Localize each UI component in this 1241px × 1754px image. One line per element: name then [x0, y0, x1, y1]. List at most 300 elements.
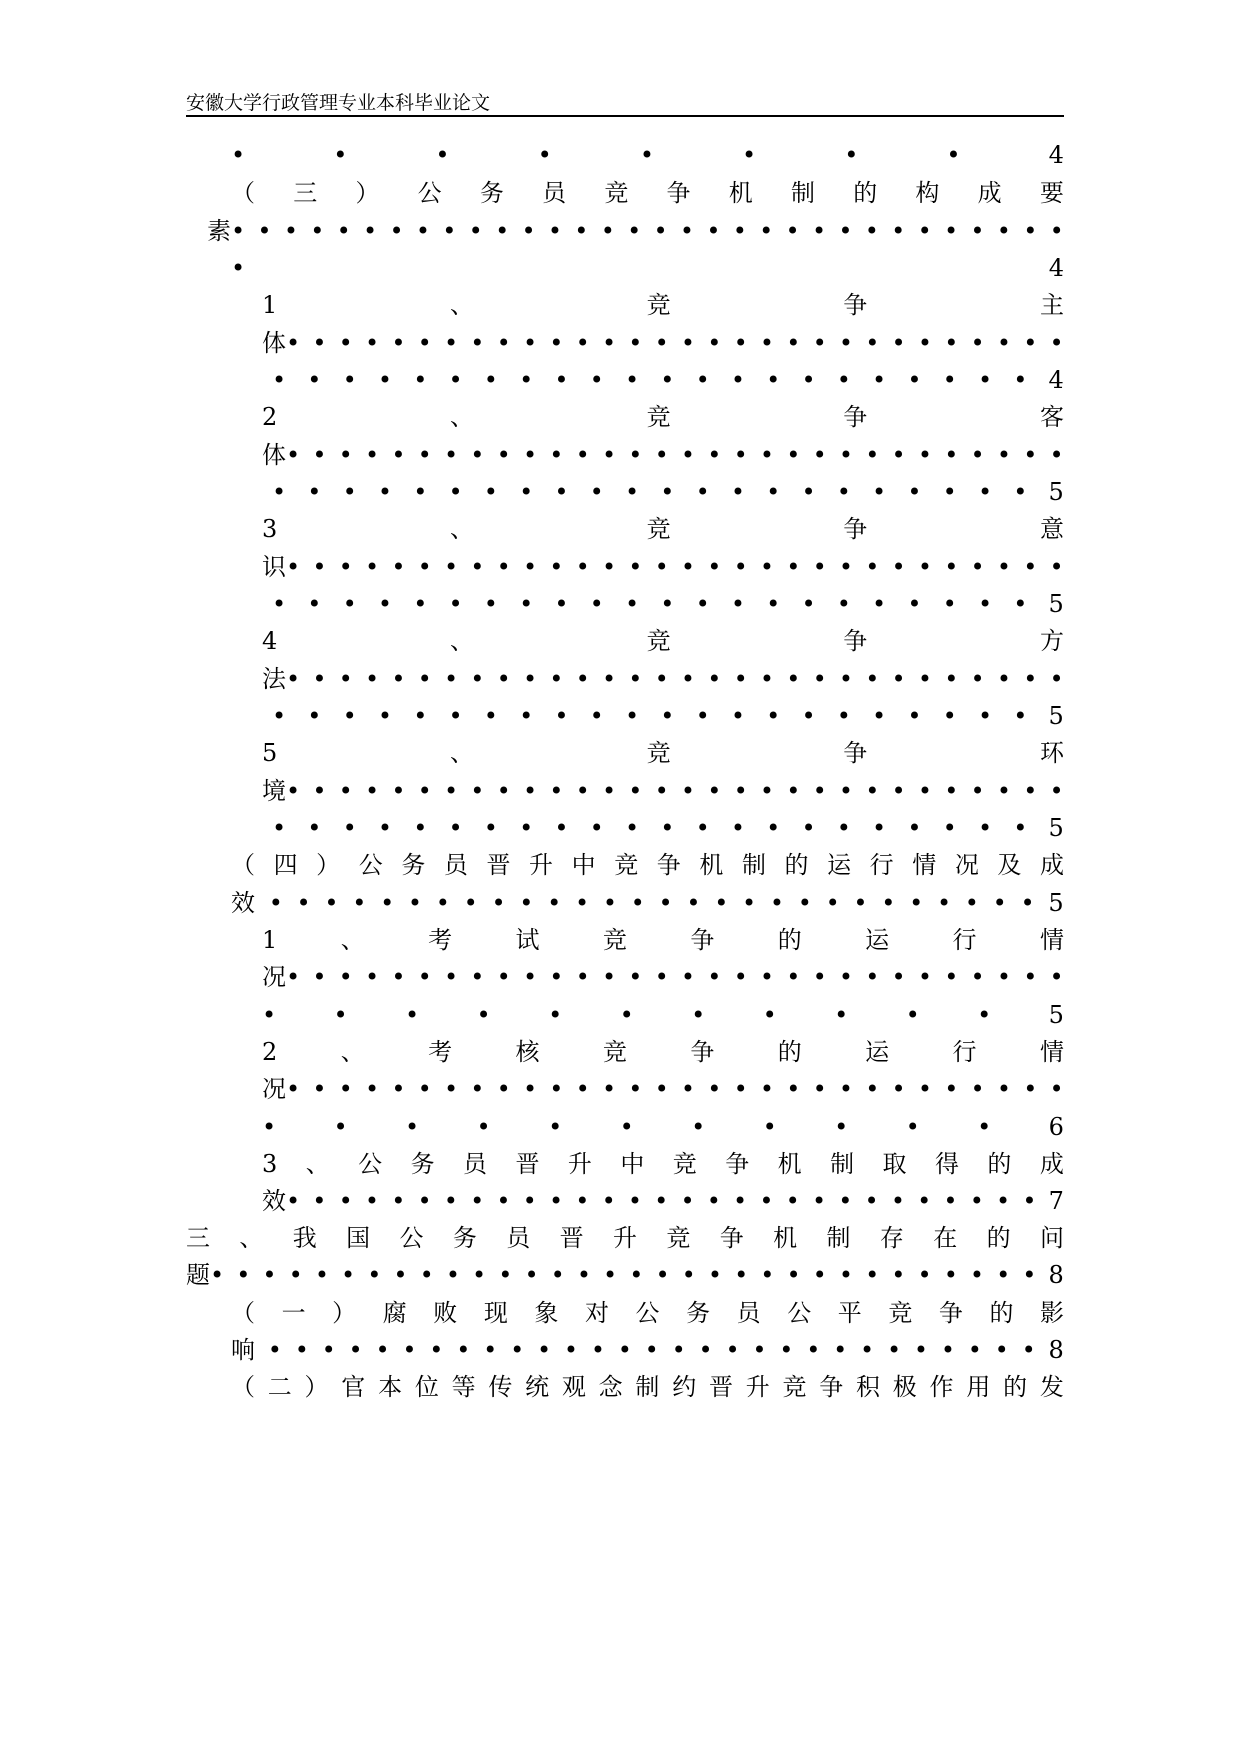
toc-token: •: [996, 1261, 1011, 1289]
toc-token: •: [680, 1075, 696, 1103]
toc-token: •: [970, 217, 985, 245]
toc-line: [207, 210, 1064, 252]
toc-token: 公: [417, 179, 442, 207]
toc-token: 体•: [262, 441, 301, 469]
toc-token: •: [917, 1261, 932, 1289]
toc-token: •: [977, 814, 993, 842]
toc-token: 的: [777, 926, 802, 954]
toc-token: •: [495, 217, 510, 245]
toc-token: •: [519, 478, 534, 506]
toc-token: •: [812, 1261, 827, 1289]
toc-token: •: [1013, 366, 1028, 394]
toc-token: •: [470, 665, 485, 693]
toc-token: 制: [635, 1373, 660, 1401]
toc-token: •: [272, 702, 287, 730]
toc-token: ）: [355, 179, 380, 207]
toc-token: •: [779, 1336, 794, 1364]
toc-token: 腐: [382, 1299, 407, 1327]
toc-token: 员: [736, 1299, 761, 1327]
toc-token: •: [630, 889, 645, 917]
toc-token: 晋: [486, 851, 511, 879]
toc-token: 争: [819, 1373, 844, 1401]
toc-token: 的: [987, 1150, 1012, 1178]
toc-token: •: [766, 590, 781, 618]
toc-token: •: [272, 366, 287, 394]
toc-token: 公: [358, 851, 383, 879]
toc-line: [262, 546, 1064, 588]
toc-line: [272, 583, 1064, 625]
toc-token: •: [1023, 777, 1038, 805]
toc-token: 用: [966, 1373, 991, 1401]
toc-token: •: [942, 590, 957, 618]
toc-line: [262, 956, 1064, 998]
toc-token: •: [977, 478, 993, 506]
toc-line: [262, 1031, 1064, 1073]
toc-token: •: [760, 1261, 775, 1289]
toc-line: [272, 471, 1064, 513]
toc-token: •: [1049, 217, 1064, 245]
toc-token: •: [262, 1001, 277, 1029]
toc-token: •: [660, 478, 675, 506]
toc-token: 情: [1039, 926, 1064, 954]
toc-token: •: [917, 441, 933, 469]
toc-token: •: [917, 217, 932, 245]
toc-token: •: [548, 1187, 564, 1215]
toc-token: （: [231, 1373, 255, 1401]
toc-token: •: [838, 329, 854, 357]
toc-token: •: [686, 889, 701, 917]
toc-token: •: [759, 777, 775, 805]
toc-token: 况: [954, 851, 979, 879]
toc-token: •: [415, 217, 430, 245]
toc-token: •: [628, 553, 643, 581]
toc-token: •: [448, 478, 463, 506]
toc-token: •: [472, 1261, 487, 1289]
toc-token: •: [644, 1336, 659, 1364]
toc-token: •: [483, 590, 498, 618]
toc-token: 官: [341, 1373, 366, 1401]
toc-line: [262, 1068, 1064, 1110]
toc-token: •: [734, 1261, 749, 1289]
toc-token: 1: [262, 926, 278, 954]
toc-token: •: [445, 1261, 460, 1289]
toc-token: 公: [787, 1299, 812, 1327]
toc-token: •: [786, 553, 801, 581]
toc-token: •: [364, 441, 380, 469]
toc-token: •: [742, 889, 757, 917]
toc-line: [262, 1180, 1064, 1222]
toc-token: •: [752, 1336, 767, 1364]
toc-token: •: [333, 141, 348, 169]
toc-token: •: [307, 702, 322, 730]
toc-token: 三: [293, 179, 318, 207]
toc-token: •: [380, 889, 395, 917]
toc-token: •: [733, 665, 748, 693]
toc-line: [262, 396, 1064, 438]
toc-token: •: [838, 777, 854, 805]
toc-token: •: [844, 141, 859, 169]
toc-token: •: [680, 963, 696, 991]
toc-token: •: [391, 1187, 406, 1215]
toc-token: 竞: [646, 739, 671, 767]
toc-token: •: [654, 553, 669, 581]
toc-token: •: [272, 814, 287, 842]
toc-token: •: [549, 777, 564, 805]
toc-token: •: [417, 1187, 432, 1215]
toc-token: •: [548, 1113, 563, 1141]
toc-token: •: [312, 1187, 327, 1215]
toc-token: •: [519, 889, 534, 917]
toc-token: •: [838, 217, 853, 245]
toc-token: 现: [483, 1299, 508, 1327]
toc-token: •: [992, 889, 1007, 917]
toc-token: •: [1023, 217, 1038, 245]
toc-token: •: [574, 217, 589, 245]
toc-token: •: [348, 1336, 363, 1364]
toc-token: •: [730, 366, 746, 394]
toc-token: 4: [1048, 141, 1064, 169]
toc-token: •: [419, 1261, 434, 1289]
toc-token: •: [653, 217, 668, 245]
toc-token: •: [836, 478, 851, 506]
toc-token: 争: [843, 291, 868, 319]
toc-token: •: [786, 1075, 801, 1103]
toc-token: 务: [452, 1224, 477, 1252]
toc-token: •: [407, 889, 423, 917]
toc-token: •: [377, 814, 393, 842]
toc-token: •: [1049, 665, 1064, 693]
toc-token: 3: [262, 515, 278, 543]
toc-token: •: [443, 1075, 459, 1103]
toc-token: 中: [620, 1150, 645, 1178]
toc-token: •: [1022, 1261, 1037, 1289]
toc-token: 5: [262, 739, 278, 767]
toc-token: •: [262, 1261, 277, 1289]
toc-token: •: [977, 366, 993, 394]
toc-line: [231, 247, 1064, 289]
toc-token: •: [1049, 963, 1064, 991]
toc-token: 取: [882, 1150, 907, 1178]
toc-token: •: [342, 366, 357, 394]
toc-token: •: [338, 441, 353, 469]
toc-token: •: [519, 366, 534, 394]
toc-token: •: [907, 702, 922, 730]
toc-token: 、: [340, 1038, 365, 1066]
toc-token: •: [865, 441, 880, 469]
toc-token: 情: [912, 851, 937, 879]
toc-token: 升: [567, 1150, 592, 1178]
toc-token: 、: [305, 1150, 330, 1178]
toc-token: 行: [869, 851, 894, 879]
toc-token: •: [601, 329, 617, 357]
toc-token: 争: [690, 1038, 715, 1066]
toc-token: •: [312, 963, 327, 991]
toc-token: •: [363, 217, 378, 245]
toc-token: •: [324, 889, 339, 917]
toc-token: •: [338, 665, 353, 693]
toc-token: 成: [1039, 851, 1064, 879]
toc-token: 员: [542, 179, 567, 207]
toc-token: •: [333, 1001, 348, 1029]
toc-token: •: [838, 963, 854, 991]
toc-token: •: [262, 1113, 277, 1141]
toc-token: •: [483, 702, 498, 730]
toc-token: 争: [843, 739, 868, 767]
toc-token: •: [812, 665, 827, 693]
toc-token: •: [367, 1261, 382, 1289]
toc-token: •: [628, 777, 643, 805]
toc-token: 要: [1039, 179, 1064, 207]
toc-token: •: [680, 665, 696, 693]
toc-token: •: [554, 814, 569, 842]
toc-token: 5: [1048, 590, 1064, 618]
toc-token: •: [964, 889, 979, 917]
toc-token: 极: [892, 1373, 917, 1401]
toc-token: •: [550, 1261, 565, 1289]
toc-token: •: [864, 1187, 879, 1215]
toc-token: •: [942, 478, 957, 506]
toc-token: •: [443, 963, 459, 991]
toc-token: •: [413, 590, 428, 618]
toc-token: •: [448, 366, 463, 394]
toc-token: •: [391, 441, 406, 469]
toc-token: •: [872, 702, 887, 730]
toc-line: [262, 434, 1064, 476]
toc-token: •: [865, 1261, 880, 1289]
toc-token: •: [970, 553, 985, 581]
toc-token: 考: [428, 926, 453, 954]
toc-token: •: [970, 329, 985, 357]
toc-token: •: [865, 665, 880, 693]
toc-token: 况•: [262, 1075, 301, 1103]
toc-token: •: [891, 441, 906, 469]
toc-token: •: [658, 889, 673, 917]
document-header: 安徽大学行政管理专业本科毕业论文: [186, 92, 491, 114]
toc-token: •: [1013, 702, 1028, 730]
toc-token: •: [575, 1187, 590, 1215]
toc-token: •: [554, 702, 569, 730]
toc-token: •: [375, 1336, 390, 1364]
toc-token: •: [294, 1336, 309, 1364]
toc-token: 3: [262, 1150, 278, 1178]
toc-token: 争: [843, 627, 868, 655]
toc-token: •: [522, 777, 538, 805]
toc-token: •: [759, 963, 775, 991]
toc-token: •: [443, 553, 459, 581]
toc-token: •: [364, 963, 380, 991]
toc-token: •: [483, 366, 498, 394]
toc-token: 8: [1048, 1336, 1064, 1364]
toc-token: 体•: [262, 329, 301, 357]
toc-token: 在: [933, 1224, 958, 1252]
toc-token: •: [660, 702, 675, 730]
toc-token: •: [435, 889, 450, 917]
toc-token: （: [231, 179, 255, 207]
toc-token: 1: [262, 291, 278, 319]
toc-token: •: [483, 1336, 498, 1364]
toc-token: 争: [725, 1150, 750, 1178]
toc-token: 况•: [262, 963, 301, 991]
toc-token: •: [435, 141, 450, 169]
toc-token: •: [617, 1336, 632, 1364]
toc-token: 竞: [604, 179, 629, 207]
toc-token: 员: [443, 851, 468, 879]
toc-token: •: [967, 1336, 982, 1364]
toc-line: [262, 919, 1064, 961]
toc-token: •: [725, 1336, 740, 1364]
toc-line: [231, 1292, 1064, 1334]
toc-token: •: [601, 441, 617, 469]
toc-token: •: [554, 590, 569, 618]
toc-token: •: [786, 665, 801, 693]
toc-token: •: [812, 1075, 827, 1103]
toc-token: •: [519, 702, 534, 730]
toc-token: •: [801, 702, 816, 730]
toc-token: •: [769, 889, 785, 917]
toc-token: •: [996, 1187, 1011, 1215]
toc-token: •: [872, 366, 887, 394]
toc-token: •: [496, 553, 511, 581]
toc-token: 约: [672, 1373, 697, 1401]
toc-token: •: [491, 889, 506, 917]
toc-token: •: [549, 963, 564, 991]
toc-token: •: [624, 814, 640, 842]
toc-token: •: [496, 1187, 511, 1215]
toc-token: •: [496, 441, 511, 469]
toc-token: 传: [488, 1373, 513, 1401]
toc-token: •: [942, 366, 957, 394]
toc-token: 、: [449, 739, 474, 767]
toc-token: 争: [656, 851, 681, 879]
toc-token: •: [742, 141, 757, 169]
toc-token: •: [865, 963, 880, 991]
toc-token: •: [338, 329, 353, 357]
toc-token: •: [1020, 889, 1035, 917]
toc-token: 素•: [207, 217, 246, 245]
toc-token: •: [786, 963, 801, 991]
toc-token: •: [996, 553, 1012, 581]
toc-token: •: [429, 1336, 444, 1364]
toc-token: •: [563, 1336, 579, 1364]
toc-token: •: [944, 553, 959, 581]
toc-token: •: [913, 1336, 929, 1364]
toc-token: 境•: [262, 777, 301, 805]
toc-token: •: [801, 478, 816, 506]
toc-token: •: [496, 665, 511, 693]
toc-token: •: [417, 553, 432, 581]
toc-token: 制: [741, 851, 766, 879]
toc-token: •: [601, 1075, 617, 1103]
toc-token: •: [496, 1075, 511, 1103]
toc-token: •: [853, 889, 868, 917]
toc-token: •: [679, 217, 695, 245]
toc-token: •: [624, 590, 640, 618]
toc-line: [231, 134, 1064, 176]
toc-token: •: [698, 1336, 713, 1364]
toc-token: •: [589, 814, 604, 842]
toc-token: •: [996, 329, 1012, 357]
toc-token: •: [660, 590, 675, 618]
toc-token: •: [970, 1075, 985, 1103]
toc-line: [262, 770, 1064, 812]
toc-token: •: [524, 1261, 539, 1289]
toc-token: •: [730, 478, 746, 506]
toc-token: 、: [239, 1224, 264, 1252]
toc-token: •: [654, 1075, 669, 1103]
toc-token: •: [833, 1336, 848, 1364]
toc-token: •: [231, 141, 246, 169]
toc-token: •: [969, 1261, 985, 1289]
toc-token: 发: [1039, 1373, 1064, 1401]
toc-token: 我: [292, 1224, 317, 1252]
toc-token: •: [1013, 590, 1028, 618]
toc-token: •: [671, 1336, 686, 1364]
toc-token: •: [476, 1001, 491, 1029]
toc-token: •: [680, 441, 696, 469]
toc-token: 晋: [559, 1224, 584, 1252]
toc-token: •: [865, 329, 880, 357]
toc-token: •: [312, 553, 327, 581]
toc-token: •: [994, 1336, 1009, 1364]
toc-token: •: [905, 1113, 920, 1141]
toc-line: [231, 1366, 1064, 1408]
toc-token: •: [970, 777, 985, 805]
toc-token: •: [886, 1336, 902, 1364]
toc-token: 效•: [262, 1187, 301, 1215]
toc-token: 竞: [646, 291, 671, 319]
toc-token: 运: [865, 926, 890, 954]
toc-token: 的: [777, 1038, 802, 1066]
toc-token: •: [417, 1075, 432, 1103]
toc-token: •: [1022, 1187, 1037, 1215]
toc-token: •: [762, 1113, 777, 1141]
toc-token: •: [946, 141, 961, 169]
toc-token: •: [296, 889, 311, 917]
toc-token: •: [321, 1336, 336, 1364]
toc-token: •: [730, 590, 746, 618]
toc-token: 及: [997, 851, 1022, 879]
toc-token: •: [575, 441, 590, 469]
toc-token: •: [872, 478, 887, 506]
toc-token: •: [654, 329, 669, 357]
toc-line: [186, 1217, 1064, 1259]
toc-token: •: [283, 217, 298, 245]
toc-token: •: [312, 1075, 327, 1103]
toc-token: •: [733, 963, 748, 991]
toc-token: 、: [340, 926, 365, 954]
toc-token: •: [413, 814, 428, 842]
toc-token: 、: [449, 403, 474, 431]
toc-token: •: [589, 366, 604, 394]
toc-token: •: [443, 329, 459, 357]
toc-token: 运: [827, 851, 852, 879]
toc-token: 4: [1048, 254, 1064, 282]
toc-token: •: [639, 141, 654, 169]
toc-token: •: [996, 217, 1011, 245]
toc-token: •: [942, 814, 957, 842]
toc-token: •: [413, 702, 428, 730]
toc-token: •: [943, 1261, 958, 1289]
toc-token: •: [1049, 329, 1064, 357]
toc-token: 国: [346, 1224, 371, 1252]
toc-token: •: [342, 478, 357, 506]
toc-token: •: [655, 1261, 670, 1289]
toc-token: •: [654, 963, 669, 991]
toc-token: ）: [304, 1373, 329, 1401]
toc-token: •: [969, 1187, 984, 1215]
toc-token: •: [393, 1261, 408, 1289]
toc-token: 升: [613, 1224, 637, 1252]
